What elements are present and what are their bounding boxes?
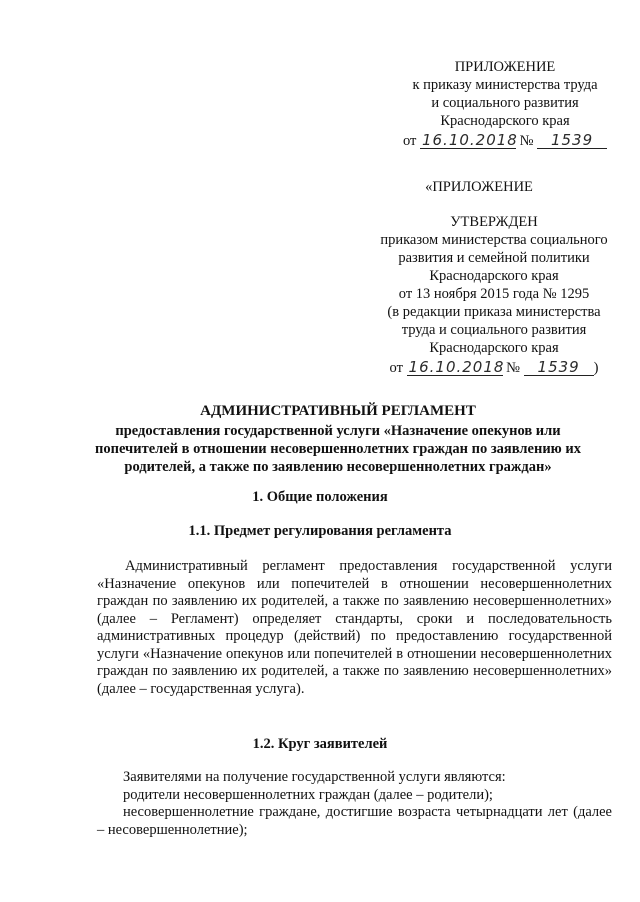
appendix-line: Краснодарского края — [429, 340, 559, 356]
section-heading-1-2: 1.2. Круг заявителей — [252, 736, 388, 752]
from-label: от — [402, 133, 417, 149]
section-heading-1-1: 1.1. Предмет регулирования регламента — [188, 523, 452, 539]
appendix-line: труда и социального развития — [401, 322, 587, 338]
appendix-line: Краснодарского края — [429, 268, 559, 284]
appendix-line: приказом министерства социального — [380, 232, 608, 248]
applicants-item-text: несовершеннолетние граждане, достигшие возраста четырнадцати лет (далее – несовершеннолетние); — [97, 804, 612, 838]
handwritten-number: 1539 — [524, 360, 594, 376]
order-date-line — [363, 359, 625, 377]
title-line: предоставления государственной услуги «Назначение опекунов или — [115, 423, 561, 439]
appendix-heading: «ПРИЛОЖЕНИЕ — [425, 179, 533, 195]
handwritten-date: 16.10.2018 — [421, 131, 518, 149]
approved-label: УТВЕРЖДЕН — [450, 214, 538, 230]
appendix-header-2 — [363, 178, 625, 377]
applicants-item-minors — [97, 804, 612, 839]
order-date-line — [385, 132, 625, 150]
appendix-heading: ПРИЛОЖЕНИЕ — [454, 59, 556, 75]
number-label: № — [506, 360, 521, 376]
document-title — [88, 402, 588, 476]
title-line: родителей, а также по заявлению несовершеннолетних граждан» — [124, 459, 552, 475]
title-line: попечителей в отношении несовершеннолетних граждан по заявлению их — [95, 441, 581, 457]
appendix-header-1 — [385, 58, 625, 150]
applicants-item-parents: родители несовершеннолетних граждан (далее – родители); — [123, 787, 493, 803]
appendix-line: и социального развития — [431, 95, 579, 111]
appendix-line: развития и семейной политики — [398, 250, 590, 266]
from-label: от — [389, 360, 403, 376]
appendix-line: (в редакции приказа министерства — [387, 304, 601, 320]
section-heading-1: 1. Общие положения — [252, 489, 388, 505]
paragraph-regulation-subject — [97, 558, 612, 698]
appendix-line: от 13 ноября 2015 года № 1295 — [398, 286, 590, 302]
title-main: АДМИНИСТРАТИВНЫЙ РЕГЛАМЕНТ — [200, 403, 476, 419]
closing-paren: ) — [593, 360, 599, 376]
applicants-intro: Заявителями на получение государственной услуги являются: — [123, 769, 506, 785]
handwritten-date: 16.10.2018 — [408, 358, 505, 376]
paragraph-text: Административный регламент предоставления государственной услуги «Назначение опекунов или попечителей в отношении несовершеннолетних граждан по заявлению их родителей, а также по заявлению несовершеннолетних» (далее – Регламент) определяет стандарты, сроки и последовательность административных процедур (действий) по предоставлению государственной услуги «Назначение опекунов или попечителей в отношении несовершеннолетних граждан по заявлению их родителей, а также по заявлению несовершеннолетних» (далее – государственная услуга). — [97, 558, 612, 697]
appendix-line: Краснодарского края — [440, 113, 570, 129]
handwritten-number: 1539 — [537, 133, 607, 149]
appendix-line: к приказу министерства труда — [412, 77, 598, 93]
number-label: № — [519, 133, 534, 149]
